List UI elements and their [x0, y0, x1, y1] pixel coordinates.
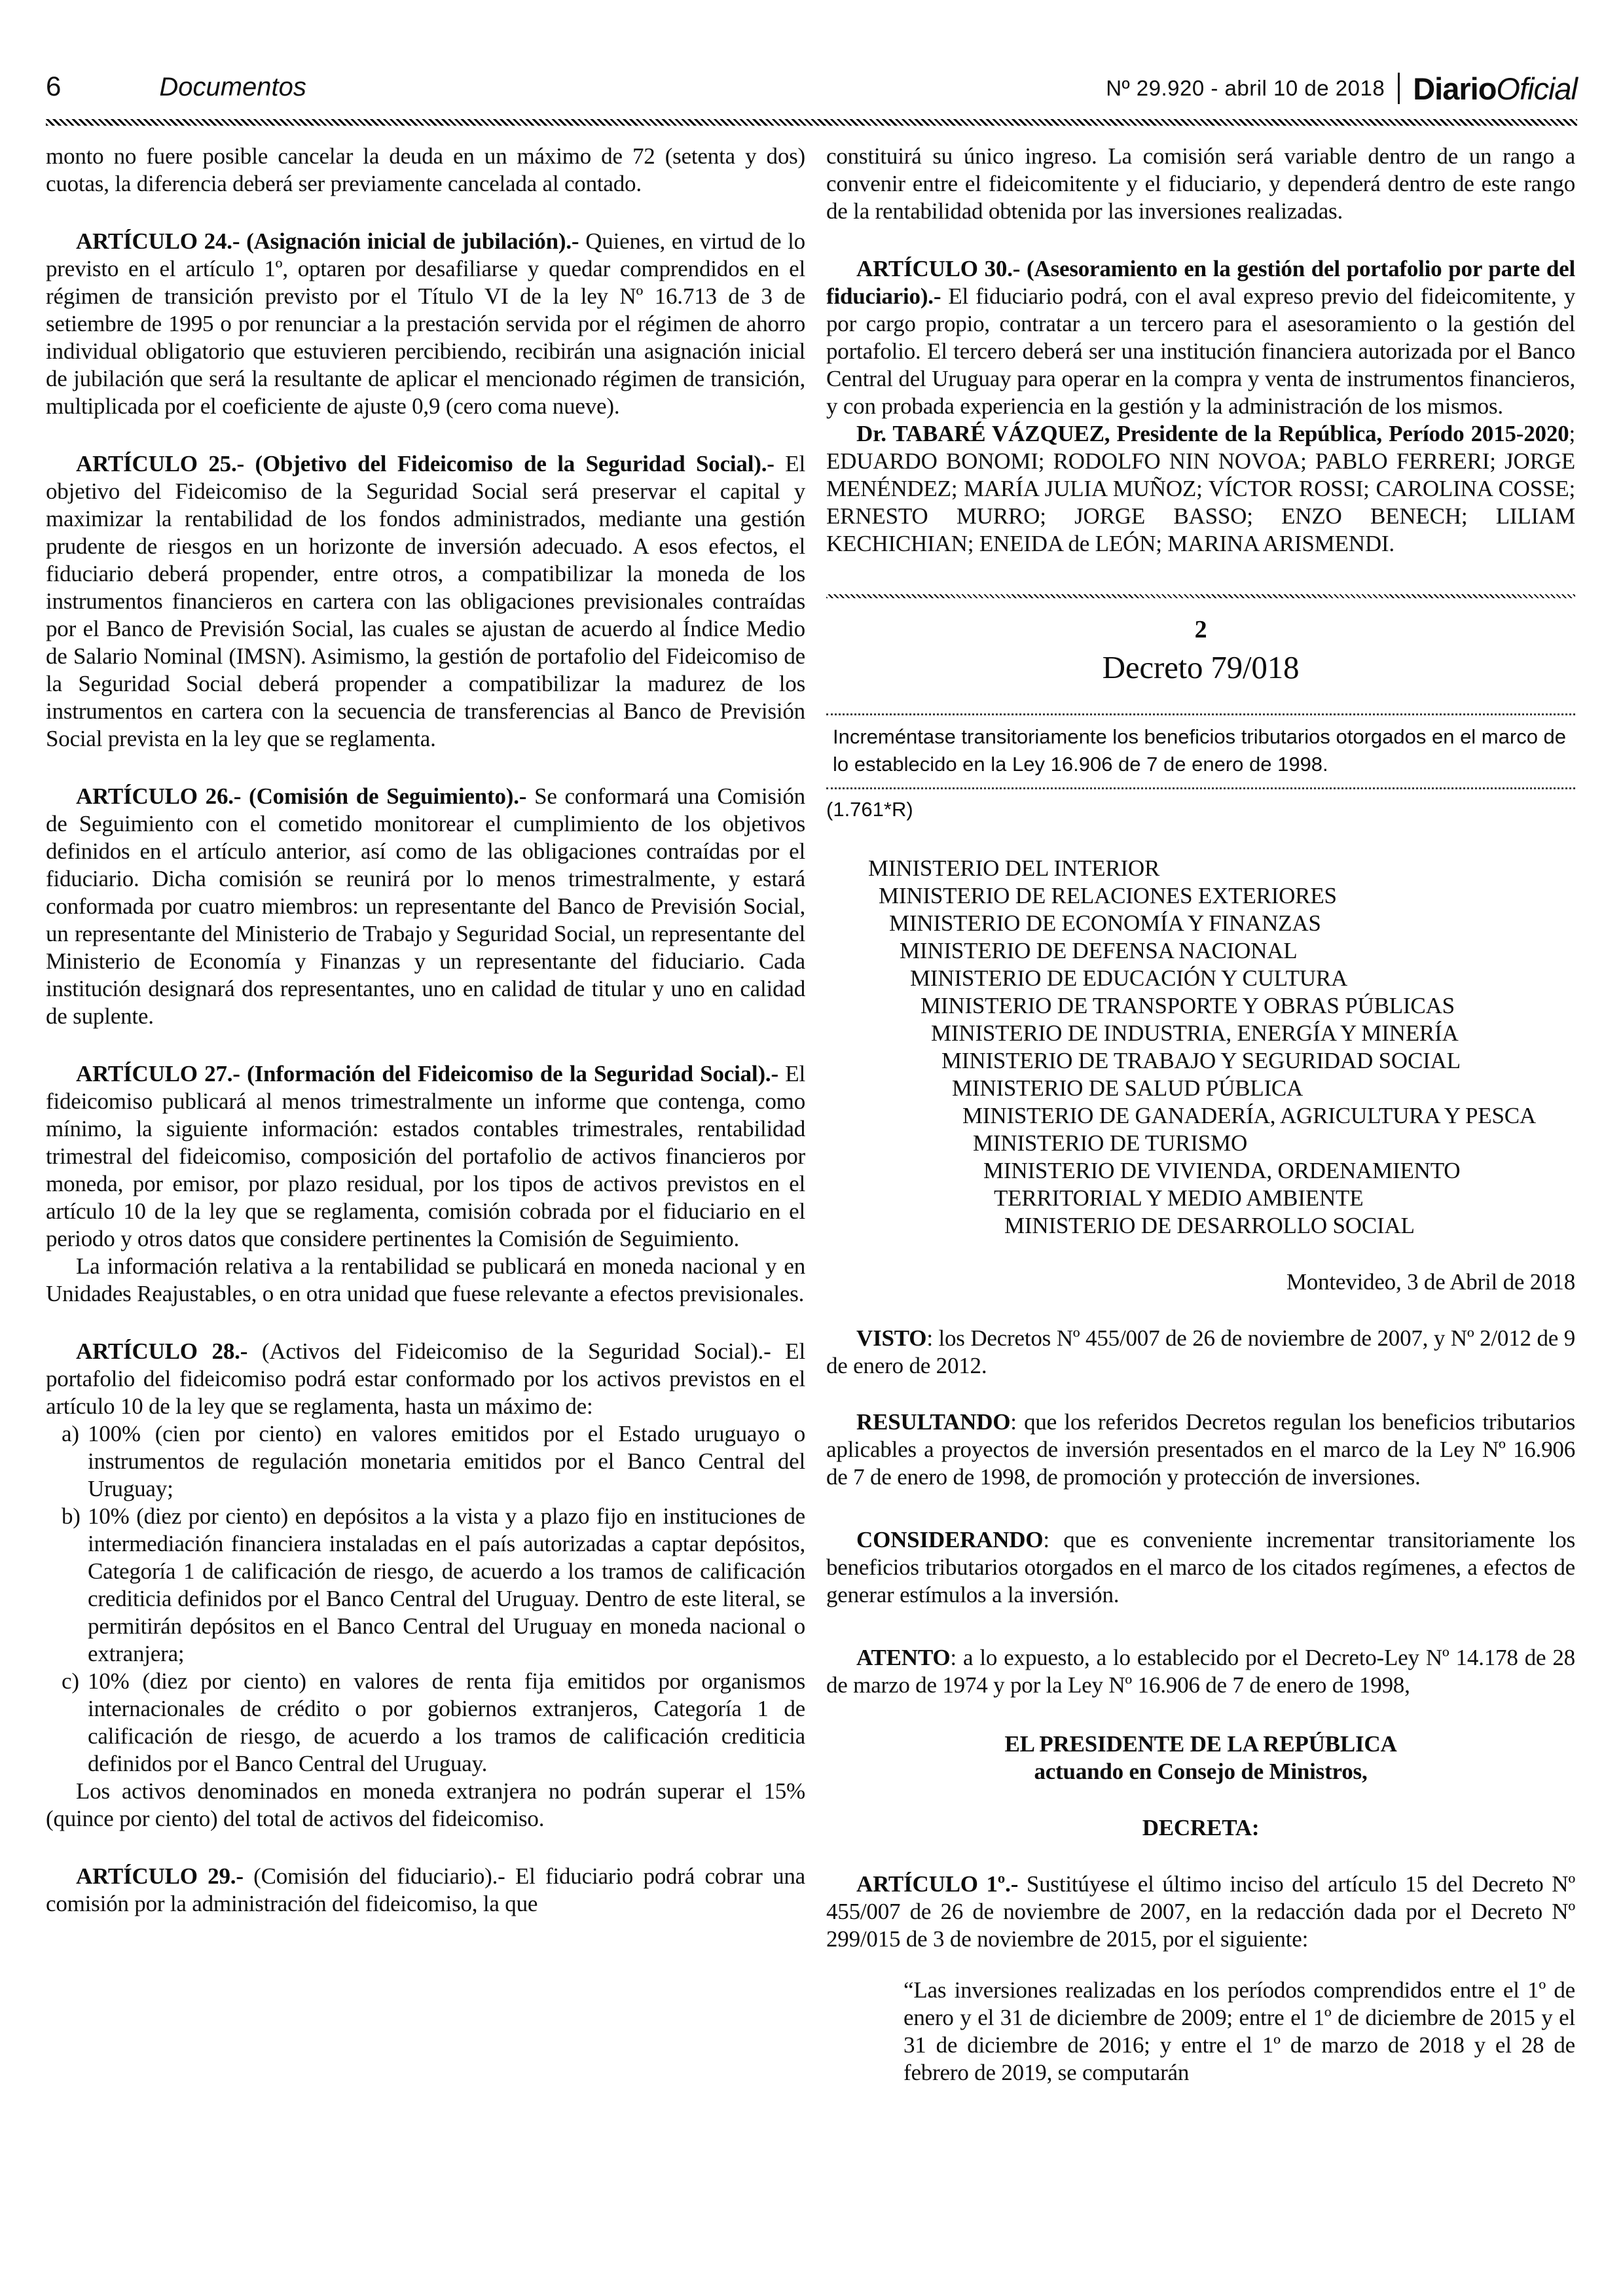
ministry-line: MINISTERIO DE DEFENSA NACIONAL	[900, 938, 1298, 963]
page-number: 6	[46, 71, 62, 101]
dateline: Montevideo, 3 de Abril de 2018	[1286, 1269, 1575, 1295]
bold-lead: ARTÍCULO 26.- (Comisión de Seguimiento).-	[76, 783, 535, 809]
ministry-line: MINISTERIO DE RELACIONES EXTERIORES	[879, 883, 1337, 908]
ministry-line: MINISTERIO DE INDUSTRIA, ENERGÍA Y MINERÍA	[931, 1020, 1459, 1046]
article-29-continuation: constituirá su único ingreso. La comisión será variable dentro de un rango a convenir entre el fideicomitente y el fiduciario, y dependerá dentro de este rango de la rentabilidad obtenida por las inversiones realizadas.	[826, 143, 1575, 224]
register-note: (1.761*R)	[826, 798, 913, 821]
article-30: ARTÍCULO 30.- (Asesoramiento en la gestión del portafolio por parte del fiduciario).- El fiduciario podrá, con el aval expreso previo del fideicomitente, y por cargo propio, contratar a un tercero para el asesoramiento o la gestión del portafolio. El tercero deberá ser una institución financiera autorizada por el Banco Central del Uruguay para operar en la compra y venta de instrumentos financieros, y con probada experiencia en la gestión y la administración de los mismos.	[826, 256, 1575, 419]
visto-paragraph: VISTO: los Decretos Nº 455/007 de 26 de noviembre de 2007, y Nº 2/012 de 9 de enero de 2012.	[826, 1325, 1575, 1378]
ministry-line: MINISTERIO DE ECONOMÍA Y FINANZAS	[889, 910, 1321, 936]
resultando-paragraph: RESULTANDO: que los referidos Decretos regulan los beneficios tributarios aplicables a proyectos de inversión presentados en el marco de la Ley Nº 16.906 de 7 de enero de 1998, de promoción y protección de inversiones.	[826, 1409, 1575, 1490]
list-item-a	[46, 1420, 805, 1503]
right-column	[826, 143, 1575, 2087]
quoted-paragraph: “Las inversiones realizadas en los períodos comprendidos entre el 1º de enero y el 31 de diciembre de 2009; entre el 1º de diciembre de 2015 y el 31 de diciembre de 2016; y entre el 1º de marzo de 2018 y el 28 de febrero de 2019, se computarán	[903, 1977, 1575, 2085]
list-item-c	[46, 1668, 805, 1778]
president-heading: EL PRESIDENTE DE LA REPÚBLICA	[1004, 1731, 1397, 1757]
article-27-continuation: La información relativa a la rentabilidad se publicará en moneda nacional y en Unidades Reajustables, o en otra unidad que fuese relevante a efectos previsionales.	[46, 1253, 805, 1306]
section-number: 2	[1194, 616, 1207, 643]
brand-diario: Diario	[1413, 71, 1497, 106]
bold-lead: ARTÍCULO 30.- (Asesoramiento en la gestión del portafolio por parte del fiduciario).-	[826, 256, 1575, 309]
signature-paragraph: Dr. TABARÉ VÁZQUEZ, Presidente de la República, Período 2015-2020; EDUARDO BONOMI; RODOLFO NIN NOVOA; PABLO FERRERI; JORGE MENÉNDEZ; MARÍA JULIA MUÑOZ; VÍCTOR ROSSI; CAROLINA COSSE; ERNESTO MURRO; JORGE BASSO; ENZO BENECH; LILIAM KECHICHIAN; ENEIDA de LEÓN; MARINA ARISMENDI.	[826, 421, 1575, 556]
list-marker: b)	[62, 1503, 81, 1529]
bold-lead: CONSIDERANDO	[856, 1527, 1044, 1552]
brand-logo	[1413, 73, 1577, 104]
list-text: 100% (cien por ciento) en valores emitidos por el Estado uruguayo o instrumentos de regulación monetaria emitidos por el Banco Central del Uruguay;	[88, 1421, 805, 1501]
list-item-b	[46, 1503, 805, 1668]
article-24: ARTÍCULO 24.- (Asignación inicial de jubilación).- Quienes, en virtud de lo previsto en el artículo 1º, optaren por desafiliarse y quedar comprendidos en el régimen de transición previsto por el Título VI de la ley Nº 16.713 de 3 de setiembre de 1995 o por renunciar a la prestación servida por el régimen de ahorro individual obligatorio que estuvieren percibiendo, recibirán una asignación inicial de jubilación que será la resultante de aplicar el mencionado régimen de transición, multiplicada por el coeficiente de ajuste 0,9 (cero coma nueve).	[46, 228, 805, 419]
council-heading: actuando en Consejo de Ministros,	[1034, 1759, 1368, 1784]
bold-lead: ARTÍCULO 27.- (Información del Fideicomiso de la Seguridad Social).-	[76, 1061, 786, 1086]
bold-lead: ARTÍCULO 1º.-	[856, 1871, 1027, 1897]
ministry-line: MINISTERIO DE TRABAJO Y SEGURIDAD SOCIAL	[941, 1048, 1461, 1073]
ministry-line: MINISTERIO DE TURISMO	[973, 1130, 1248, 1156]
atento-paragraph: ATENTO: a lo expuesto, a lo establecido por el Decreto-Ley Nº 14.178 de 28 de marzo de 1974 y por la Ley Nº 16.906 de 7 de enero de 1998,	[826, 1645, 1575, 1698]
considerando-paragraph: CONSIDERANDO: que es conveniente incrementar transitoriamente los beneficios tributarios otorgados en el marco de los citados regímenes, a efectos de generar estímulos a la inversión.	[826, 1527, 1575, 1607]
article-1: ARTÍCULO 1º.- Sustitúyese el último inciso del artículo 15 del Decreto Nº 455/007 de 26 de noviembre de 2007, en la redacción dada por el Decreto Nº 299/015 de 3 de noviembre de 2015, por el siguiente:	[826, 1871, 1575, 1952]
list-marker: c)	[62, 1668, 79, 1694]
article-27: ARTÍCULO 27.- (Información del Fideicomiso de la Seguridad Social).- El fideicomiso publicará al menos trimestralmente un informe que contenga, como mínimo, la siguiente información: estados contables trimestrales, rentabilidad trimestral del fideicomiso, composición del portafolio de activos financieros por moneda, por emisor, por plazo residual, por los tipos de activos previstos en el artículo 10 de la ley que se reglamenta, comisión cobrada por el fiduciario en el periodo y otros datos que considere pertinentes la Comisión de Seguimiento.	[46, 1061, 805, 1251]
ministry-line: MINISTERIO DEL INTERIOR	[868, 855, 1160, 881]
article-26: ARTÍCULO 26.- (Comisión de Seguimiento).- Se conformará una Comisión de Seguimiento con el cometido monitorear el cumplimiento de los objetivos definidos en el artículo anterior, así como de las obligaciones contraídas por el fiduciario. Dicha comisión se reunirá por lo menos trimestralmente, y estará conformada por cuatro miembros: un representante del Banco de Previsión Social, un representante del Ministerio de Trabajo y Seguridad Social, un representante del Ministerio de Economía y Finanzas y un representante del fiduciario. Cada institución designará dos representantes, uno en calidad de titular y uno en calidad de suplente.	[46, 783, 805, 1029]
brand-oficial: Oficial	[1496, 71, 1577, 106]
divider-bar	[1398, 73, 1400, 104]
ministry-line: MINISTERIO DE SALUD PÚBLICA	[952, 1075, 1304, 1101]
ministry-line: MINISTERIO DE EDUCACIÓN Y CULTURA	[910, 965, 1348, 991]
article-29: ARTÍCULO 29.- (Comisión del fiduciario).- El fiduciario podrá cobrar una comisión por la administración del fideicomiso, la que	[46, 1863, 806, 1916]
decree-summary: Increméntase transitoriamente los beneficios tributarios otorgados en el marco de lo establecido en la Ley 16.906 de 7 de enero de 1998.	[826, 713, 1575, 789]
ministry-line: MINISTERIO DE DESARROLLO SOCIAL	[1004, 1213, 1415, 1238]
section-title: Documentos	[159, 73, 306, 101]
bold-lead: RESULTANDO	[856, 1409, 1011, 1435]
bold-lead: VISTO	[856, 1325, 927, 1351]
ministry-line: MINISTERIO DE GANADERÍA, AGRICULTURA Y PESCA	[962, 1103, 1536, 1128]
section-divider	[826, 594, 1575, 598]
header-divider	[46, 119, 1577, 126]
ministry-line: TERRITORIAL Y MEDIO AMBIENTE	[994, 1185, 1364, 1211]
list-text: 10% (diez por ciento) en valores de renta fija emitidos por organismos internacionales de crédito o por gobiernos extranjeros, Categoría 1 de calificación de riesgo, de acuerdo a los tramos de calificación crediticia definidos por el Banco Central del Uruguay.	[88, 1668, 805, 1776]
article-25: ARTÍCULO 25.- (Objetivo del Fideicomiso de la Seguridad Social).- El objetivo del Fideicomiso de la Seguridad Social será preservar el capital y maximizar la rentabilidad de los fondos administrados, mediante una gestión prudente de riesgos en un horizonte de inversión adecuado. A esos efectos, el fiduciario deberá propender, entre otros, a compatibilizar la moneda de los instrumentos financieros en cartera con las obligaciones previsionales contraídas por el Banco de Previsión Social, las cuales se ajustan de acuerdo al Índice Medio de Salario Nominal (IMSN). Asimismo, la gestión de portafolio del Fideicomiso de la Seguridad Social deberá propender a compatibilizar la madurez de los instrumentos en cartera con la secuencia de transferencias al Banco de Previsión Social prevista en la ley que se reglamenta.	[46, 451, 805, 751]
bold-lead: ARTÍCULO 24.- (Asignación inicial de jubilación).-	[76, 228, 586, 254]
bold-lead: Dr. TABARÉ VÁZQUEZ, Presidente de la República, Período 2015-2020	[856, 421, 1569, 446]
decreta-heading: DECRETA:	[1142, 1815, 1260, 1840]
issue-info: Nº 29.920 - abril 10 de 2018	[1106, 76, 1385, 100]
article-28-closing: Los activos denominados en moneda extranjera no podrán superar el 15% (quince por ciento) del total de activos del fideicomiso.	[46, 1778, 805, 1831]
ministry-line: MINISTERIO DE TRANSPORTE Y OBRAS PÚBLICAS	[921, 993, 1455, 1018]
bold-lead: ARTÍCULO 25.- (Objetivo del Fideicomiso de la Seguridad Social).-	[76, 451, 786, 476]
list-marker: a)	[62, 1421, 79, 1446]
ministry-line: MINISTERIO DE VIVIENDA, ORDENAMIENTO	[983, 1158, 1461, 1183]
bold-lead: ARTÍCULO 28.-	[76, 1338, 262, 1364]
continuation-paragraph: monto no fuere posible cancelar la deuda en un máximo de 72 (setenta y dos) cuotas, la diferencia deberá ser previamente cancelada al contado.	[46, 143, 805, 196]
left-column	[46, 143, 805, 1918]
decree-title: Decreto 79/018	[1102, 649, 1300, 685]
bold-lead: ATENTO	[856, 1645, 951, 1670]
bold-lead: ARTÍCULO 29.-	[76, 1863, 254, 1889]
list-text: 10% (diez por ciento) en depósitos a la vista y a plazo fijo en instituciones de intermediación financiera instaladas en el país autorizadas a captar depósitos, Categoría 1 de calificación de riesgo, de acuerdo a los tramos de calificación crediticia definidos por el Banco Central del Uruguay. Dentro de este literal, se permitirán depósitos en el Banco Central del Uruguay en moneda nacional o extranjera;	[88, 1503, 805, 1666]
article-28: ARTÍCULO 28.- (Activos del Fideicomiso de la Seguridad Social).- El portafolio del fideicomiso podrá estar conformado por los activos previstos en el artículo 10 de la ley que se reglamenta, hasta un máximo de:	[46, 1338, 805, 1419]
page-header	[46, 71, 1577, 104]
masthead	[1106, 73, 1577, 104]
